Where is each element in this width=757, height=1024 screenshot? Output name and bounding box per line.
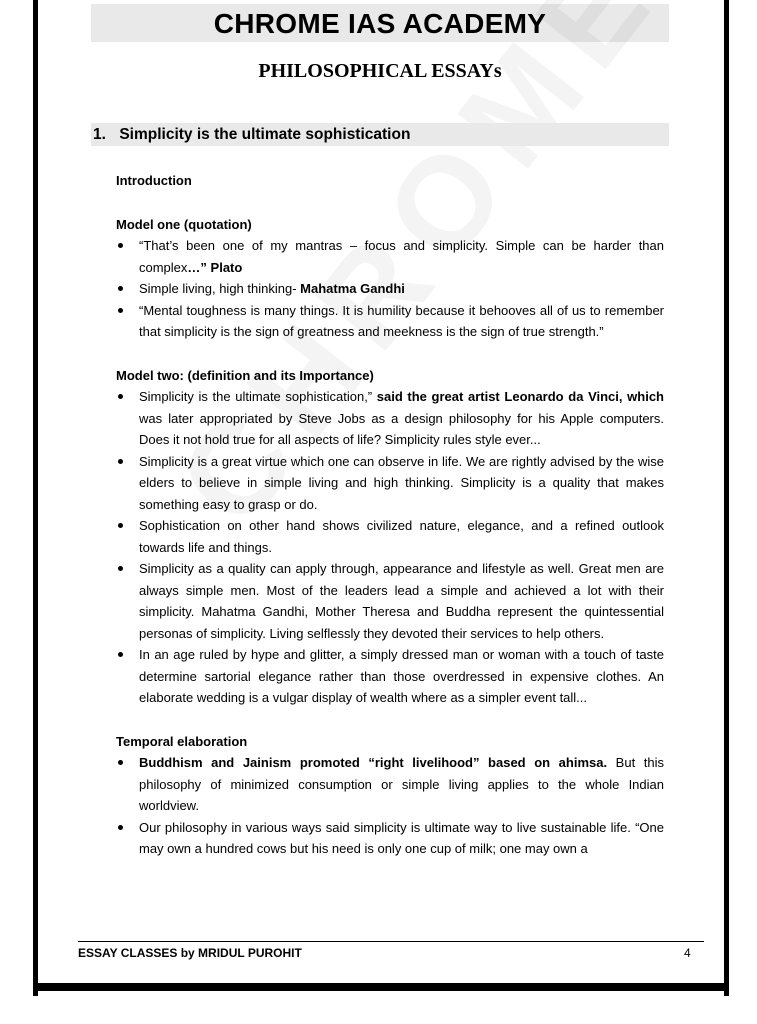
model-two-heading: Model two: (definition and its Importance) bbox=[116, 367, 374, 383]
temporal-list bbox=[116, 752, 664, 860]
list-item: Simple living, high thinking- Mahatma Gandhi bbox=[116, 278, 664, 300]
list-item: Simplicity is a great virtue which one can observe in life. We are rightly advised by the wise elders to believe in simple living and high thinking. Simplicity is a quality that makes something easy to grasp or do. bbox=[116, 451, 664, 516]
footer-text: ESSAY CLASSES by MRIDUL PUROHIT bbox=[78, 946, 302, 960]
page-border-bottom bbox=[33, 983, 729, 991]
section-number: 1. bbox=[93, 126, 106, 143]
essay-content bbox=[116, 170, 664, 860]
document-subtitle: PHILOSOPHICAL ESSAYs bbox=[258, 60, 502, 82]
list-item: Simplicity as a quality can apply through, appearance and lifestyle as well. Great men are always simple men. Most of the leaders lead a simple and achieved a lot with their simplicity. Mahatma Gandhi, Mother Theresa and Buddha represent the quintessential personas of simplicity. Living selflessly they devoted their services to help others. bbox=[116, 558, 664, 644]
model-one-list bbox=[116, 235, 664, 343]
model-one-heading: Model one (quotation) bbox=[116, 216, 252, 232]
list-item: Sophistication on other hand shows civilized nature, elegance, and a refined outlook towards life and things. bbox=[116, 515, 664, 558]
model-two-list bbox=[116, 386, 664, 709]
list-item: In an age ruled by hype and glitter, a simply dressed man or woman with a touch of taste determine sartorial elegance rather than those overdressed in expensive clothes. An elaborate wedding is a vulgar display of wealth where as a simpler event tall... bbox=[116, 644, 664, 709]
list-item: “That’s been one of my mantras – focus and simplicity. Simple can be harder than complex…” Plato bbox=[116, 235, 664, 278]
academy-title: CHROME IAS ACADEMY bbox=[91, 4, 669, 42]
list-item: “Mental toughness is many things. It is humility because it behooves all of us to remember that simplicity is the sign of greatness and meekness is the sign of true strength.” bbox=[116, 300, 664, 343]
temporal-heading: Temporal elaboration bbox=[116, 733, 248, 749]
footer-divider bbox=[78, 941, 704, 942]
page-number: 4 bbox=[684, 946, 691, 960]
section-title: Simplicity is the ultimate sophistication bbox=[119, 126, 411, 143]
introduction-heading: Introduction bbox=[116, 173, 192, 188]
list-item: Buddhism and Jainism promoted “right livelihood” based on ahimsa. But this philosophy of minimized consumption or simple living applies to the whole Indian worldview. bbox=[116, 752, 664, 817]
section-heading bbox=[91, 123, 669, 146]
list-item: Our philosophy in various ways said simplicity is ultimate way to live sustainable life. “One may own a hundred cows but his need is only one cup of milk; one may own a bbox=[116, 817, 664, 860]
document-page bbox=[38, 0, 724, 983]
list-item: Simplicity is the ultimate sophistication,” said the great artist Leonardo da Vinci, which was later appropriated by Steve Jobs as a design philosophy for his Apple computers. Does it not hold true for all aspects of life? Simplicity rules style ever... bbox=[116, 386, 664, 451]
